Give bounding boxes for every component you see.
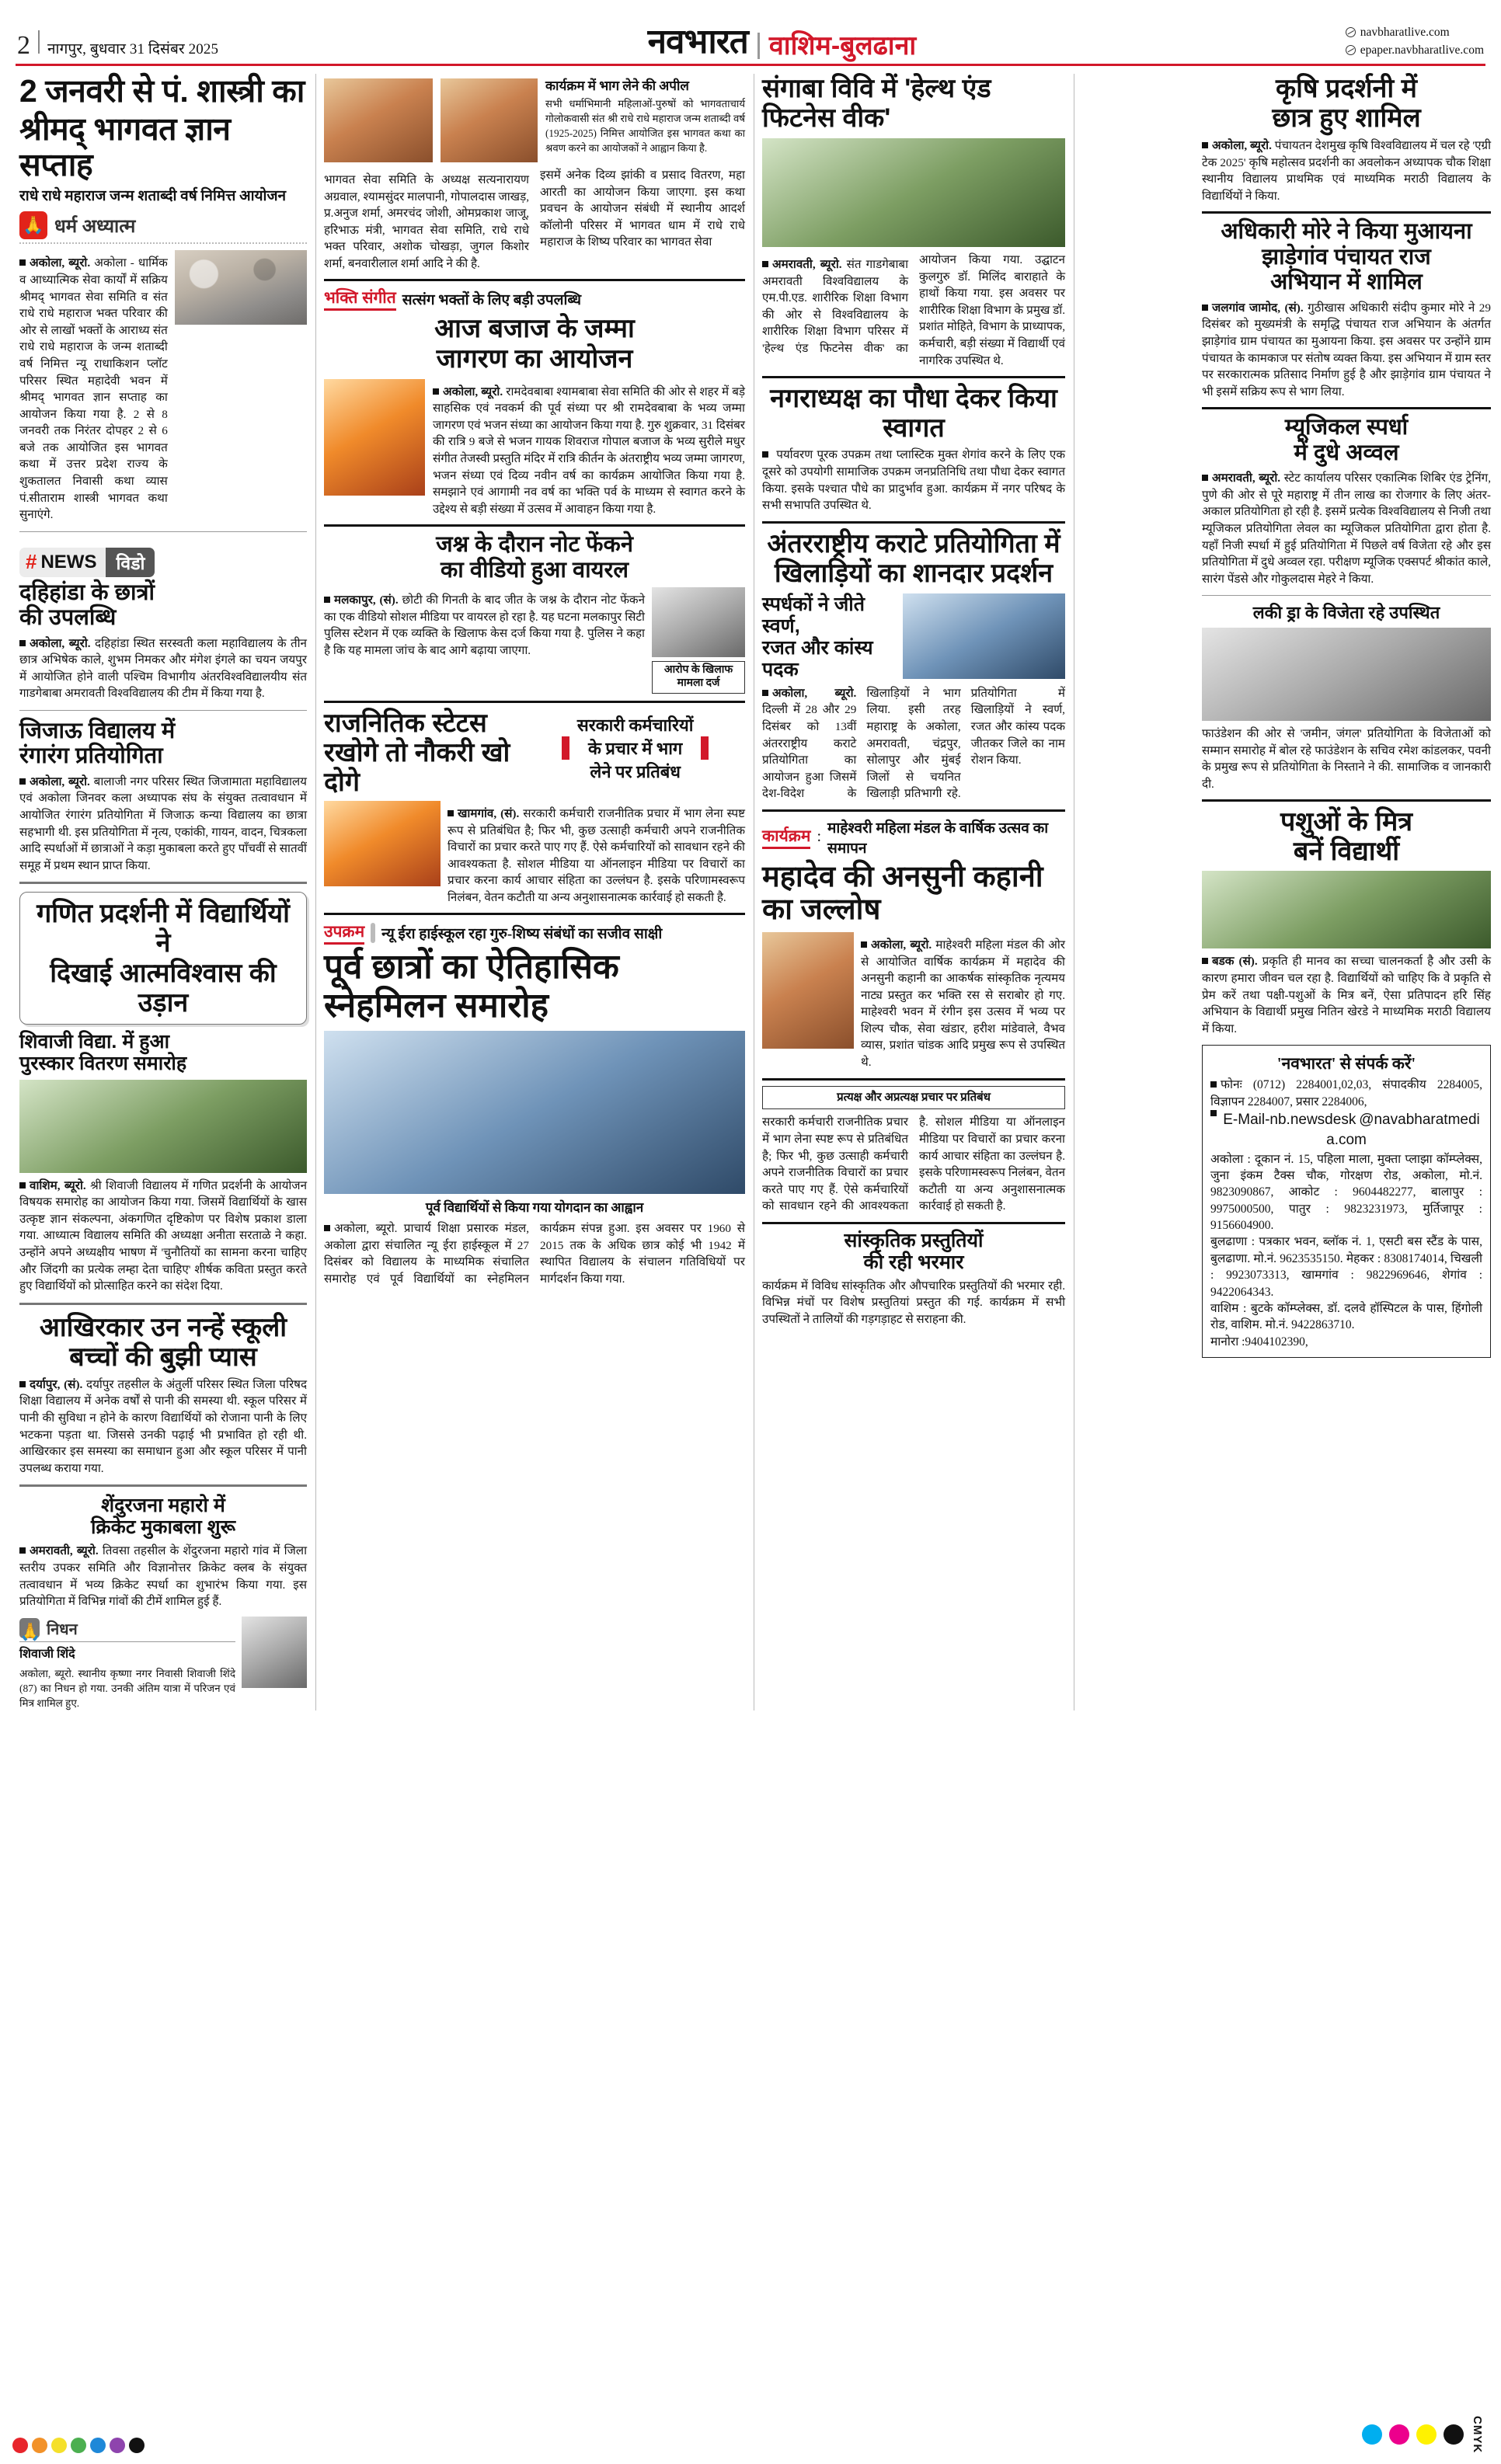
dharm-badge bbox=[19, 211, 307, 239]
culture-body: कार्यक्रम में विविध सांस्कृतिक और औपचारिक प्रस्तुतियों की भरमार रही. विभिन्न मंचों पर विशेष प्रस्तुतियां प्रस्तुत की गई. कार्यक्रम में सभी उपस्थितों ने तालियों की गड़गड़ाहट से सराहना की. bbox=[762, 1279, 1065, 1326]
globe-icon bbox=[1346, 27, 1356, 37]
lucky-headline: लकी ड्रा के विजेता रहे उपस्थित bbox=[1252, 603, 1440, 623]
govt-illustration bbox=[324, 801, 441, 886]
divider-thick bbox=[762, 1222, 1065, 1224]
cricket-headline-2: क्रिकेट मुकाबला शुरू bbox=[90, 1516, 236, 1539]
bullet-square bbox=[433, 388, 439, 395]
ban-badge-row bbox=[762, 1086, 1065, 1110]
bullet-square bbox=[19, 1182, 26, 1188]
epaper-link-row[interactable] bbox=[1346, 41, 1484, 59]
news3-headline-line1: जिजाऊ विद्यालय में bbox=[19, 718, 176, 743]
lead-headline-line2: श्रीमद् भागवत ज्ञान सप्ताह bbox=[19, 110, 231, 183]
mahadev-artwork bbox=[762, 932, 854, 1049]
bullet-square bbox=[19, 640, 26, 646]
brand-divider bbox=[757, 33, 760, 59]
contact-phones: फोनः (0712) 2284001,02,03, संपादकीय 2284005, विज्ञापन 2284007, प्रसार 2284006, bbox=[1210, 1078, 1482, 1108]
pandit-photos-row bbox=[324, 78, 745, 162]
fitness-event-photo bbox=[762, 138, 1065, 247]
header-red-rule bbox=[16, 64, 1485, 66]
photo-caption: सभी धर्माभिमानी महिलाओं-पुरुषों को भागवताचार्य गोलोकवासी संत श्री राधे राधे महाराज जन्म शताब्दी वर्ष (1925-2025) निमित्त आयोजित इस भागवत कथा का श्रवण करने का आयोजकों ने आह्वान किया है. bbox=[545, 98, 745, 154]
karate-sub-1: स्पर्धकों ने जीते स्वर्ण, bbox=[762, 593, 865, 637]
column-rule bbox=[315, 74, 316, 1711]
case-badge: आरोप के खिलाफ मामला दर्ज bbox=[652, 661, 745, 694]
bhakti-article-row bbox=[324, 379, 745, 518]
viral-headline-1: जश्न के दौरान नोट फेंकने bbox=[436, 532, 633, 558]
bullet-square bbox=[19, 778, 26, 785]
column-3 bbox=[755, 74, 1072, 1711]
masthead-links bbox=[1346, 23, 1484, 60]
contact-buldhana: बुलढाणा : पत्रकार भवन, ब्लॉक नं. 1, एसटी बस स्टैंड के पास, बुलढाणा. मो.नं. 9623535150. मेहकर : 8308174014, चिखली : 9923073313, खामगांव : 9822969646, शेगांव : 9422064343. bbox=[1210, 1235, 1482, 1299]
viral-article-row bbox=[324, 587, 745, 694]
divider-thick bbox=[19, 1303, 307, 1305]
nidhan-photo bbox=[242, 1617, 307, 1688]
viral-headline-2: का वीडियो हुआ वायरल bbox=[441, 557, 629, 583]
viral-body: मलकापुर, (सं). छोटी की गिनती के बाद जीत के जश्न के दौरान नोट फेंकने का एक वीडियो सोशल मीडिया पर वायरल हो रहा है. यह घटना मलकापुर सिटी पुलिस स्टेशन में एक व्यक्ति के खिलाफ केस दर्ज किया गया है. पुलिस ने कहा है कि यह मामला जांच के बाद आगे बढ़ाया जाएगा. bbox=[324, 593, 645, 657]
yellow-dot bbox=[1416, 2424, 1437, 2445]
divider bbox=[19, 710, 307, 711]
bullet-square bbox=[324, 1225, 330, 1231]
culture-headline-1: सांस्कृतिक प्रस्तुतियों bbox=[844, 1229, 984, 1251]
nidhan-body: अकोला, ब्यूरो. स्थानीय कृष्णा नगर निवासी शिवाजी शिंदे (87) का निधन हो गया. उनकी अंतिम यात्रा में परिजन एवं मित्र शामिल हुए. bbox=[19, 1667, 235, 1709]
divider-thick bbox=[324, 279, 745, 281]
bullet-square bbox=[861, 941, 867, 948]
pandit-photo-1 bbox=[324, 78, 433, 162]
water-body: दर्यापुर, (सं). दर्यापुर तहसील के अंतुर्ली परिसर स्थित जिला परिषद शिक्षा विद्यालय में अनेक वर्षों से पानी की समस्या थी. स्कूल परिसर में पानी की सुविधा न होने के कारण विद्यार्थियों को रोजाना पानी के लिए भटकना पड़ता था. जिससे उनकी पढ़ाई भी प्रभावित हो रही थी. आखिरकार इस समस्या का समाधान हुआ और स्कूल परिसर में पानी उपलब्ध कराया गया. bbox=[19, 1377, 308, 1475]
epaper-url: epaper.navbharatlive.com bbox=[1360, 43, 1484, 57]
karate-headline-1: अंतरराष्ट्रीय कराटे प्रतियोगिता में bbox=[767, 528, 1060, 559]
divider-thick bbox=[324, 913, 745, 915]
karate-headline-2: खिलाड़ियों का शानदार प्रदर्शन bbox=[774, 558, 1053, 588]
pandit-article-cols bbox=[324, 167, 745, 272]
karyakram-tagline: माहेश्वरी महिला मंडल के वार्षिक उत्सव का समापन bbox=[827, 820, 1049, 857]
contact-akola: अकोला : दूकान नं. 15, पहिला माला, मुक्ता प्लाझा कॉम्प्लेक्स, जुना इंकम टैक्स चौक, गोरक्षण रोड, अकोला, मो.नं. 9823090867, आकोट : 9604482277, बालापुर : 9975000500, पातुर : 9823231973, मुर्तिजापूर : 9156604900. bbox=[1210, 1152, 1482, 1232]
lead-headline-line1: 2 जनवरी से पं. शास्त्री का bbox=[19, 73, 305, 109]
fitness-headline: संगाबा विवि में 'हेल्थ एंड फिटनेस वीक' bbox=[762, 74, 991, 134]
col2-body-1: भागवत सेवा समिति के अध्यक्ष सत्यनारायण अग्रवाल, श्यामसुंदर मालपानी, गोपालदास जाखड़, प्र.अनुज शर्मा, अमरचंद जोशी, ओमप्रकाश जाजू, हरिभाऊ मंत्री, भागवत सेवा समिति, राधे राधे भक्त परिवार, अशोक चोखड़ा, जुगल किशोर शर्मा, बनवारीलाल शर्मा आदि ने की है. bbox=[324, 173, 529, 270]
cyan-dot bbox=[1362, 2424, 1382, 2445]
welcome-headline: नगराध्यक्ष का पौधा देकर किया स्वागत bbox=[770, 384, 1057, 444]
ban-badge: प्रत्यक्ष और अप्रत्यक्ष प्रचार पर प्रतिबंध bbox=[762, 1086, 1065, 1110]
divider bbox=[19, 531, 307, 532]
cmyk-label: CMYK bbox=[1471, 2415, 1484, 2453]
bullet-square bbox=[762, 690, 768, 696]
mahadev-row bbox=[762, 932, 1065, 1071]
water-headline-2: बच्चों की बुझी प्यास bbox=[69, 1342, 257, 1372]
divider-thick bbox=[324, 701, 745, 703]
brand-logo: नवभारत bbox=[647, 23, 748, 61]
bullet-square bbox=[1210, 1081, 1217, 1088]
officer-headline-3: अभियान में शामिल bbox=[1270, 270, 1423, 295]
magenta-dot bbox=[1389, 2424, 1409, 2445]
nidhan-label: निधन bbox=[47, 1620, 78, 1638]
mahadev-body: अकोला, ब्यूरो. माहेश्वरी महिला मंडल की ओर से आयोजित वार्षिक कार्यक्रम में महादेव की अनसुनी कहानी का आकर्षक सांस्कृतिक नृत्यमय नाट्य प्रस्तुत कर भक्ति रस से सराबोर हो गए. माहेश्वरी भवन में रंगीन इस उत्सव में भव्य पर शिल्प चौक, सेवा खंडार, हरीश मांडेवाले, वैभव व्यास, प्रशांत चांडक आदि प्रमुख रूप से उपस्थित थे. bbox=[861, 938, 1065, 1070]
news3-body: अकोला, ब्यूरो. बालाजी नगर परिसर स्थित जिजामाता महाविद्यालय एवं अकोला जिनवर कला अध्यापक संघ के संयुक्त तत्वावधान में आयोजित रंगारंग प्रतियोगिता में जिजाऊ कन्या विद्यालय का छात्रा सहभागी थी. इस प्रतियोगिता में नृत्य, एकांकी, गायन, वादन, चित्रकला आदि स्पर्धाओं में छात्राओं ने कड़ा मुकाबला करते हुए पाँचवीं से सातवीं समूह में प्रथम स्थान प्राप्त किया. bbox=[19, 774, 307, 872]
lead-article-block bbox=[19, 250, 307, 523]
masthead-left bbox=[17, 30, 218, 59]
globe-icon bbox=[1346, 45, 1356, 55]
page-number: 2 bbox=[17, 31, 30, 60]
photo-caption-title: कार्यक्रम में भाग लेने की अपील bbox=[545, 78, 689, 93]
alumni-group-photo bbox=[324, 1031, 745, 1194]
karate-team-photo bbox=[903, 593, 1065, 679]
bhakti-tagline: सत्संग भक्तों के लिए बड़ी उपलब्धि bbox=[402, 291, 582, 308]
bhakti-singer-photo bbox=[324, 379, 425, 496]
dateline: नागपुर, बुधवार 31 दिसंबर 2025 bbox=[47, 41, 219, 57]
pandit-photo-2 bbox=[441, 78, 538, 162]
upkram-tagline: न्यू ईरा हाईस्कूल रहा गुरु-शिष्य संबंधों का सजीव साक्षी bbox=[381, 925, 663, 942]
agri-headline-2: छात्र हुए शामिल bbox=[1272, 103, 1421, 134]
news-label: NEWS bbox=[40, 551, 97, 572]
col2-body-2: इसमें अनेक दिव्य झांकी व प्रसाद वितरण, महा आरती का आयोजन किया जाएगा. इस कथा प्रवचन के आयोजन संबंधी में स्थानीय आदर्श कॉलोनी परिसर में भागवत धाम में राधे राधे महाराज के शिष्य परिवार का भागवत सेवा bbox=[540, 169, 745, 249]
bullet-square bbox=[1202, 305, 1208, 311]
column-4 bbox=[1195, 74, 1498, 1711]
dharm-badge-label: धर्म अध्यात्म bbox=[54, 215, 136, 237]
govt-sub-3: लेने पर प्रतिबंध bbox=[590, 761, 681, 781]
cricket-headline-1: शेंदुरजना महारो में bbox=[101, 1495, 225, 1517]
cricket-body: अमरावती, ब्यूरो. तिवसा तहसील के शेंदुरजना महारो गांव में जिला स्तरीय उपकर समिति और विज्ञानोत्तर क्रिकेट क्लब के संयुक्त तत्वावधान में भव्य क्रिकेट स्पर्धा का शुभारंभ किया गया. इस प्रतियोगिता में विभिन्न गांवों की टीमें शामिल हुई हैं. bbox=[19, 1544, 307, 1609]
column-2 bbox=[317, 74, 752, 1711]
divider-thick bbox=[19, 882, 307, 884]
contact-email-row[interactable] bbox=[1210, 1110, 1482, 1150]
welcome-body: पर्यावरण पूरक उपक्रम तथा प्लास्टिक मुक्त शेगांव करने के लिए एक दूसरे को उपयोगी सामाजिक उपक्रम जनप्रतिनिधि तथा पौधा देकर स्वागत किया. इसके पश्चात पौधे का प्रादुर्भाव हुआ. कार्यक्रम में नगर परिषद के सभी सभापति उपस्थित थे. bbox=[762, 448, 1065, 513]
govt-sub-2: के प्रचार में भाग bbox=[588, 738, 683, 758]
bhakti-body: अकोला, ब्यूरो. रामदेवबाबा श्यामबाबा सेवा समिति की ओर से शहर में बड़े साहसिक एवं नवकर्म की पूर्व संध्या पर श्री रामदेवबाबा के भव्य जम्मा जागरण एवं भजन संध्या का आयोजन किया गया है. गुरु शुक्रवार, 31 दिसंबर की रात्रि 9 बजे से भजन गायक शिवराज गोपाल बजाज के भव्य सुरीले मधुर संगीत तेजस्वी प्रस्तुति मंदिर में रात्रि कीर्तन के अंतराष्ट्रीय भव्य जम्मा जागरण, भजन संध्या एवं दिव्य नवीन वर्ष का कार्यक्रम आयोजित किया गया है. समझाने एवं आगामी नव वर्ष का भक्ति पर्व के माध्यम से स्वागत करने के उद्देश्य से बड़ी संख्या में उत्सव में आवाहन किया गया है. bbox=[433, 385, 745, 516]
black-dot bbox=[1444, 2424, 1464, 2445]
news2-headline-line1: दहिहांडा के छात्रों bbox=[19, 579, 155, 605]
divider-thick bbox=[762, 521, 1065, 524]
divider-thick bbox=[1202, 211, 1491, 214]
column-1 bbox=[12, 74, 314, 1711]
bullet-square bbox=[448, 810, 454, 816]
contact-email-domain: @navabharatmedia.com bbox=[1326, 1112, 1480, 1149]
nidhan-block bbox=[19, 1617, 307, 1711]
edition-name: वाशिम-बुलढाना bbox=[768, 31, 917, 61]
bullet-square bbox=[324, 597, 330, 603]
karate-body: अकोला, ब्यूरो. दिल्ली में 28 और 29 दिसंबर को 13वीं अंतरराष्ट्रीय कराटे प्रतियोगिता का आयोजन हुआ जिसमें देश-विदेश के खिलाड़ियों ने भाग लिया. इसी तरह महाराष्ट्र के अकोला, अमरावती, चंद्रपुर, सोलापुर और मुंबई जिलों से चयनित खिलाड़ी प्रतिभागी रहे. प्रतियोगिता में खिलाड़ियों ने स्वर्ण, रजत और कांस्य पदक जीतकर जिले का नाम रोशन किया. bbox=[762, 686, 1065, 801]
fitness-body-1: अमरावती, ब्यूरो. संत गाडगेबाबा अमरावती विश्वविद्यालय के एम.पी.एड. शारीरिक शिक्षा विभाग की ओर से विश्वविद्यालय के शारीरिक शिक्षा विभाग परिसर में 'हेल्थ एंड फिटनेस वीक' का आयोजन किया गया. उद्घाटन कुलगुरु डॉ. मिलिंद बाराहाते के हाथों किया गया. इस अवसर पर शारीरिक शिक्षा विभाग के प्रमुख डॉ. प्रशांत मोहिते, विभाग के प्राध्यापक, कर्मचारी, बड़ी संख्या में विद्यार्थी एवं नागरिक उपस्थित थे. bbox=[762, 253, 1065, 367]
animal-headline-1: पशुओं के मित्र bbox=[1280, 807, 1413, 837]
namaste-icon bbox=[19, 211, 47, 239]
nidhan-name: शिवाजी शिंदे bbox=[19, 1647, 75, 1661]
divider-thick bbox=[762, 1078, 1065, 1081]
ban-body: सरकारी कर्मचारी राजनीतिक प्रचार में भाग लेना स्पष्ट रूप से प्रतिबंधित है; फिर भी, कुछ उत्साही कर्मचारी अपने राजनीतिक विचारों का प्रचार करते पाए गए हैं. ऐसे कर्मचारियों को सावधान रहने की आवश्यकता है. सोशल मीडिया या ऑनलाइन मीडिया पर विचारों का प्रचार करना कार्य आचार संहिता का उल्लंघन है. इसके परिणामस्वरूप निलंबन, वेतन कटौती या अन्य अनुशासनात्मक कार्रवाई हो सकती है. bbox=[762, 1115, 1065, 1213]
govt-body-row bbox=[324, 801, 745, 906]
math-expo-sub-2: पुरस्कार वितरण समारोह bbox=[19, 1052, 187, 1074]
contact-title: 'नवभारत' से संपर्क करें' bbox=[1276, 1054, 1416, 1074]
bullet-square bbox=[1210, 1110, 1217, 1116]
karyakram-tag: कार्यक्रम bbox=[762, 825, 810, 849]
math-expo-headline-2: दिखाई आत्मविश्वास की उड़ान bbox=[50, 958, 277, 1018]
bullet-square bbox=[762, 261, 768, 267]
masthead-divider bbox=[38, 30, 40, 54]
lead-photo-pandit bbox=[175, 250, 307, 325]
math-expo-photo bbox=[19, 1080, 307, 1173]
news-video-badge[interactable] bbox=[19, 548, 155, 577]
news2-headline-line2: की उपलब्धि bbox=[19, 605, 117, 631]
lucky-body: फाउंडेशन की ओर से 'जमीन, जंगल' प्रतियोगिता के विजेताओं को सम्मान समारोह में बोल रहे फाउंडेशन के सचिव रमेश कांडलकर, पवनी के प्रमुख रूप से प्रतियोगिता के निस्ताने ने की. सामाजिक व जानकारी दी. bbox=[1202, 726, 1491, 791]
govt-article-row bbox=[324, 708, 745, 797]
candle-icon bbox=[19, 1618, 40, 1638]
govt-sub-1: सरकारी कर्मचारियों bbox=[576, 715, 694, 735]
bullet-square bbox=[762, 451, 768, 458]
govt-body: खामगांव, (सं). सरकारी कर्मचारी राजनीतिक प्रचार में भाग लेना स्पष्ट रूप से प्रतिबंधित है; फिर भी, कुछ उत्साही कर्मचारी अपने राजनीतिक विचारों का प्रचार करते पाए गए हैं. ऐसे कर्मचारियों को सावधान रहने की आवश्यकता है. सोशल मीडिया या ऑनलाइन मीडिया पर विचारों का प्रचार करना कार्य आचार संहिता का उल्लंघन है. इसके परिणामस्वरूप निलंबन, वेतन कटौती या अन्य अनुशासनात्मक कार्रवाई हो सकती है. bbox=[448, 807, 746, 904]
math-expo-box bbox=[19, 892, 307, 1024]
divider-thick bbox=[1202, 407, 1491, 409]
dotted-divider bbox=[19, 242, 307, 244]
video-label: विडो bbox=[106, 548, 155, 577]
contact-manora: मानोरा :9404102390, bbox=[1210, 1335, 1308, 1349]
divider bbox=[1202, 595, 1491, 596]
fitness-body-cols bbox=[762, 252, 1065, 369]
lucky-photo bbox=[1202, 628, 1491, 721]
divider-thick bbox=[19, 1484, 307, 1487]
music-body: अमरावती, ब्यूरो. स्टेट कार्यालय परिसर एकात्मिक शिबिर एंड ट्रेनिंग, पुणे की ओर से पूरे महाराष्ट्र में तीन लाख का रोजगार के लिए अंतर-अकाल प्रतियोगिता हो रही है. इसमें प्रत्येक विश्वविद्यालय से निजी तथा म्यूजिकल प्रतियोगिता लेवल का म्यूजिकल प्रतियोगिता द्वारा होता है. यहाँ निजी स्पर्धा में हुई प्रतियोगिता में पिछले वर्ष विजेता रहे और इस प्रतियोगिता में दुधे अव्वल रहा. परीक्षण म्यूजिक एक्सपर्ट श्रीकांत काले, सारंग पेंडसे और गोकुलदास मेहरे ने किया. bbox=[1202, 472, 1492, 586]
alumni-photo-caption: पूर्व विद्यार्थियों से किया गया योगदान का आह्वान bbox=[425, 1200, 644, 1216]
officer-headline-2: झाड़ेगांव पंचायत राज bbox=[1262, 244, 1431, 270]
bullet-square bbox=[1202, 475, 1208, 481]
contact-email-label: E-Mail-nb.newsdesk bbox=[1223, 1112, 1356, 1129]
divider-thick bbox=[762, 376, 1065, 378]
cmyk-registration-marks bbox=[1362, 2416, 1484, 2453]
website-link-row[interactable] bbox=[1346, 23, 1484, 41]
math-expo-headline-1: गणित प्रदर्शनी में विद्यार्थियों ने bbox=[37, 899, 290, 959]
bullet-square bbox=[1202, 958, 1208, 964]
website-url: navbharatlive.com bbox=[1360, 25, 1450, 39]
alumni-headline: पूर्व छात्रों का ऐतिहासिक स्नेहमिलन समारोह bbox=[324, 948, 619, 1025]
upkram-kicker-row bbox=[324, 921, 745, 945]
music-headline-2: में दुधे अव्वल bbox=[1294, 440, 1399, 465]
divider-thick bbox=[762, 809, 1065, 812]
math-expo-body: वाशिम, ब्यूरो. श्री शिवाजी विद्यालय में गणित प्रदर्शनी के आयोजन विषयक समारोह का आयोजन किया गया. जिसमें विद्यार्थियों के खास उत्कृष्ट ज्ञान संकल्पना, अंकगणित दृष्टिकोण पर विशेष प्रकाश डाला गया. आध्यात्म विद्यालय समिति की अध्यक्षा अनीता सरताळे ने कहा. उन्होंने अपने अध्यक्षीय भाषण में 'चुनौतियों का सामना करना चाहिए और जिंदगी का प्रत्येक लम्हा देता चाहिए' शीर्षक कविता प्रस्तुत करते हुए विद्यार्थियों को प्रोत्साहित करने का संदेश दिया. bbox=[19, 1178, 308, 1293]
karate-row bbox=[762, 593, 1065, 680]
divider-thick bbox=[324, 524, 745, 527]
bhakti-headline-1: आज बजाज के जम्मा bbox=[434, 314, 635, 344]
masthead bbox=[12, 14, 1489, 59]
karyakram-kicker-row: कार्यक्रम : माहेश्वरी महिला मंडल के वार्षिक उत्सव का समापन bbox=[762, 817, 1065, 858]
animal-photo bbox=[1202, 871, 1491, 948]
bullet-square bbox=[19, 1547, 26, 1554]
kicker-bar bbox=[371, 923, 375, 943]
bhakti-kicker-row bbox=[324, 287, 745, 311]
bhakti-headline-2: जागरण का आयोजन bbox=[436, 343, 633, 374]
hash-icon: # bbox=[26, 550, 37, 574]
culture-headline-2: की रही भरमार bbox=[863, 1251, 964, 1273]
color-calibration-strip bbox=[12, 2438, 145, 2453]
govt-headline: राजनितिक स्टेटस रखोगे तो नौकरी खो दोगे bbox=[324, 708, 510, 797]
mahadev-headline: महादेव की अनसुनी कहानी का जल्लोष bbox=[762, 860, 1043, 927]
news2-body: अकोला, ब्यूरो. दहिहांडा स्थित सरस्वती कला महाविद्यालय के तीन छात्र अभिषेक काले, शुभम निमकर और मंगेश इंगले का चयन जयपुर में आयोजित होने वाली पश्चिम विभागीय अंतरविश्वविद्यालयीय संत गाडगेबाबा अमरावती विश्वविद्यालय की टीम में किया गया है. bbox=[19, 636, 307, 701]
water-headline-1: आखिरकार उन नन्हें स्कूली bbox=[39, 1312, 287, 1342]
agri-body: अकोला, ब्यूरो. पंचायतन देशमुख कृषि विश्वविद्यालय में चल रहे 'एग्री टेक 2025' कृषि महोत्सव प्रदर्शनी का अवलोकन अध्यापक चौक शिक्षा स्थानीय विद्यालय प्राथमिक एवं माध्यमिक मराठी विद्यालय के विद्यार्थियों ने किया. bbox=[1202, 139, 1491, 203]
contact-box bbox=[1202, 1045, 1491, 1358]
upkram-tag: उपक्रम bbox=[324, 921, 364, 945]
red-bar-left bbox=[562, 736, 569, 760]
lead-subheadline: राधे राधे महाराज जन्म शताब्दी वर्ष निमित्त आयोजन bbox=[19, 187, 287, 204]
agri-headline-1: कृषि प्रदर्शनी में bbox=[1276, 74, 1417, 103]
bhakti-tag: भक्ति संगीत bbox=[324, 287, 396, 311]
alumni-body: अकोला, ब्यूरो. प्राचार्य शिक्षा प्रसारक मंडल, अकोला द्वारा संचालित न्यू ईरा हाईस्कूल में 27 दिसंबर को विद्यालय के माध्यमिक संचालित समारोह एवं पूर्व विद्यार्थियों का स्नेहमिलन कार्यक्रम संपन्न हुआ. इस अवसर पर 1960 से 2015 तक के अधिक छात्र कोई भी 1942 में स्थापित विद्यालय के संचालन गतिविधियों पर मार्गदर्शन किया गया. bbox=[324, 1222, 745, 1286]
bullet-square bbox=[19, 1381, 26, 1387]
news3-headline-line2: रंगारंग प्रतियोगिता bbox=[19, 743, 163, 769]
bullet-square bbox=[19, 259, 26, 266]
karate-sub-2: रजत और कांस्य पदक bbox=[762, 636, 873, 680]
officer-headline-1: अधिकारी मोरे ने किया मुआयना bbox=[1221, 219, 1472, 245]
divider-thick bbox=[1202, 799, 1491, 802]
music-headline-1: म्यूजिकल स्पर्धा bbox=[1284, 415, 1409, 440]
masthead-center bbox=[218, 25, 1346, 59]
news-badge-left bbox=[19, 548, 106, 577]
animal-body: बडक (सं). प्रकृति ही मानव का सच्चा चालनकर्ता है और उसी के कारण हमारा जीवन चल रहा है. विद्यार्थियों को चाहिए कि वे प्रकृति से प्रेम करें तथा पक्षी-पशुओं के मित्र बनें, ऐसा प्रतिपादन हरि सिंह अभियान के विद्यार्थी प्रमुख नितिन खेरडे ने माध्यमिक मराठी विद्यालय में किया. bbox=[1202, 955, 1492, 1035]
math-expo-sub-1: शिवाजी विद्या. में हुआ bbox=[19, 1030, 170, 1053]
officer-body: जलगांव जामोद, (सं). गुठीखास अधिकारी संदीप कुमार मोरे ने 29 दिसंबर को मुख्यमंत्री के समृद्धि पंचायत राज अभियान के अंतर्गत झाड़ेगांव ग्राम पंचायत का मुआयना किया. इस अवसर पर उन्होंने ग्राम पंचायत के कामकाज पर संतोष व्यक्त किया. इस अभियान में ग्राम स्तर पर सरकारात्मक प्रतिसाद निर्माण हुई है और झाड़ेगांव ग्राम पंचायत ने भी इसमें सक्रिय रूप से भाग लिया. bbox=[1202, 301, 1491, 398]
contact-washim: वाशिम : बुटके कॉम्प्लेक्स, डॉ. दलवे हॉस्पिटल के पास, हिंगोली रोड, वाशिम. मो.नं. 9422863710. bbox=[1210, 1301, 1482, 1332]
bullet-square bbox=[1202, 142, 1208, 148]
page-grid bbox=[12, 73, 1492, 1711]
spacer-column bbox=[1075, 74, 1195, 1711]
red-bar-right bbox=[701, 736, 709, 760]
viral-illustration bbox=[652, 587, 745, 657]
animal-headline-2: बनें विद्यार्थी bbox=[1293, 837, 1400, 867]
lead-body: अकोला, ब्यूरो. अकोला - धार्मिक व आध्यात्मिक सेवा कार्यों में सक्रिय श्रीमद् भागवत सेवा समिति व संत राधे राधे महाराज भक्त परिवार की ओर से लाखों भक्तों के आराध्य संत राधे राधे महाराज के जन्म शताब्दी वर्ष निमित्त न्यू राधाकिशन प्लॉट परिसर स्थित महादेवी भवन में श्रीमद् भागवत ज्ञान सप्ताह का आयोजन किया गया है. 2 से 8 जनवरी तक निरंतर दोपहर 2 से 6 बजे तक आयोजित इस भागवत कथा में उत्तर प्रदेश राज्य के शुकतालत निवासी कथा व्यास पं.सीताराम शास्त्री भागवत कथा सुनाएंगे. bbox=[19, 256, 168, 522]
